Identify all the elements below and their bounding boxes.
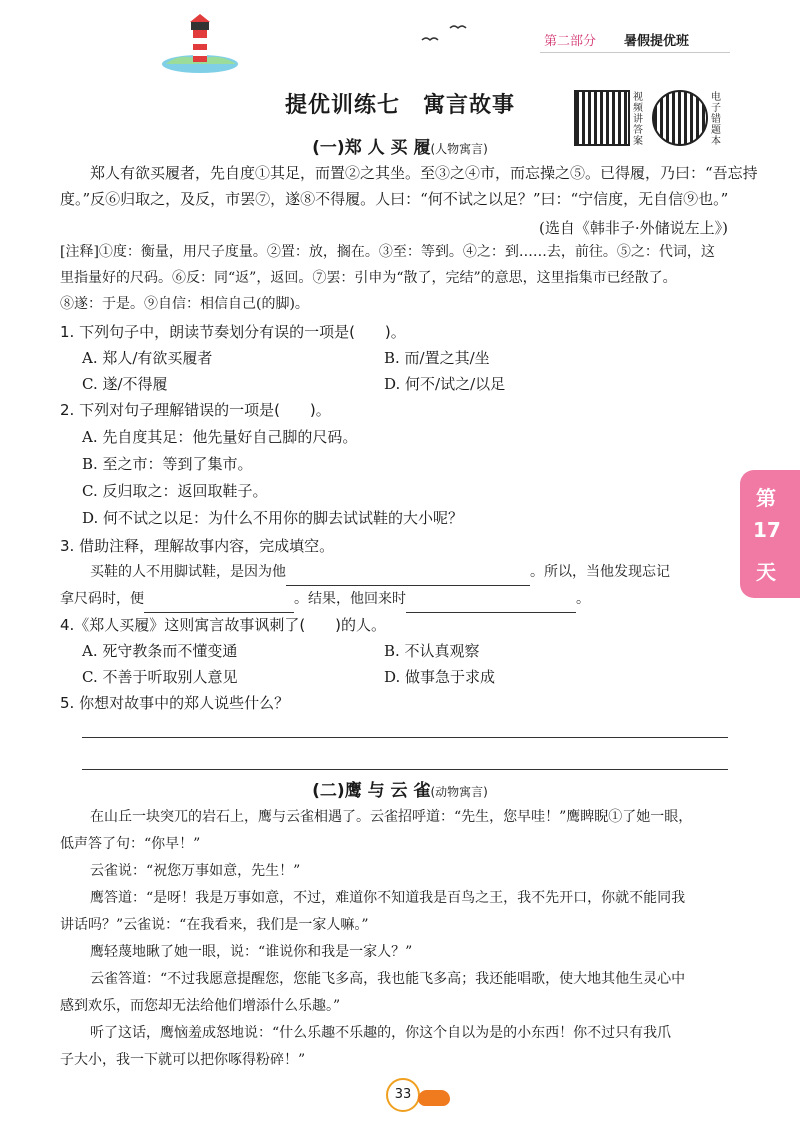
q4-option-d[interactable]: D. 做事急于求成 xyxy=(384,668,496,686)
q3-text-a: 买鞋的人不用脚试鞋，是因为他 xyxy=(90,564,286,580)
passage2-line: 鹰轻蔑地瞅了她一眼，说：“谁说你和我是一家人？” xyxy=(90,944,413,960)
day-tab-number: 17 xyxy=(753,518,781,542)
header-divider xyxy=(540,52,730,53)
passage2-line: 云雀答道：“不过我愿意提醒您，您能飞多高，我也能飞多高；我还能唱歌，使大地其他生灵心中 xyxy=(90,971,686,987)
passage1-line1: 郑人有欲买履者，先自度①其足，而置②之其坐。至③之④市，而忘操之⑤。已得履，乃曰：“吾忘持 xyxy=(90,164,758,182)
q1-option-b[interactable]: B. 而/置之其/坐 xyxy=(384,349,490,367)
q3-blank-3[interactable] xyxy=(406,594,576,613)
passage2-line: 在山丘一块突兀的岩石上，鹰与云雀相遇了。云雀招呼道：“先生，您早哇！”鹰睥睨①了她一眼， xyxy=(90,809,693,825)
q2-option-c[interactable]: C. 反归取之：返回取鞋子。 xyxy=(82,482,268,500)
q3-text-d: 。结果，他回来时 xyxy=(294,591,406,607)
day-tab-char1: 第 xyxy=(756,486,776,510)
note-line1: [注释]①度：衡量，用尺子度量。②置：放，搁在。③至：等到。④之：到……去，前往。⑤之：代词，这 xyxy=(60,244,715,260)
q1-option-a[interactable]: A. 郑人/有欲买履者 xyxy=(82,349,213,367)
section2-heading xyxy=(0,776,800,801)
q1-option-d[interactable]: D. 何不/试之/以足 xyxy=(384,375,506,393)
q4-option-b[interactable]: B. 不认真观察 xyxy=(384,642,480,660)
lighthouse-illustration xyxy=(160,12,240,74)
passage2-line: 云雀说：“祝您万事如意，先生！” xyxy=(90,863,301,879)
passage2-line: 感到欢乐，而您却无法给他们增添什么乐趣。” xyxy=(60,998,341,1014)
section1-title: (一)郑 人 买 履 xyxy=(312,138,431,158)
section2-title: (二)鹰 与 云 雀 xyxy=(312,781,431,801)
section1-heading xyxy=(0,133,800,158)
page-title: 提优训练七 寓言故事 xyxy=(284,93,515,118)
page-number: 33 xyxy=(386,1078,420,1112)
q5-answer-line-2[interactable] xyxy=(82,769,728,770)
note-line3: ⑧遂：于是。⑨自信：相信自己(的脚)。 xyxy=(60,296,309,312)
error-book-qr-label: 电子错题本 xyxy=(711,92,721,147)
q2-option-d[interactable]: D. 何不试之以足：为什么不用你的脚去试试鞋的大小呢？ xyxy=(82,509,464,527)
day-side-tab xyxy=(740,470,800,598)
q2-option-b[interactable]: B. 至之市：等到了集市。 xyxy=(82,455,253,473)
q4-option-c[interactable]: C. 不善于听取别人意见 xyxy=(82,668,238,686)
q3-text-b: 。所以，当他发现忘记 xyxy=(530,564,670,580)
q3-text-e: 。 xyxy=(576,591,590,607)
header-part: 第二部分 xyxy=(544,34,597,49)
submarine-icon xyxy=(418,1090,450,1106)
passage1-source: (选自《韩非子·外储说左上》) xyxy=(539,219,728,237)
passage2-line: 子大小，我一下就可以把你啄得粉碎！” xyxy=(60,1052,306,1068)
q3-blank-1[interactable] xyxy=(286,567,530,586)
q3-stem: 3. 借助注释，理解故事内容，完成填空。 xyxy=(60,537,335,555)
passage2-line: 讲话吗？”云雀说：“在我看来，我们是一家人嘛。” xyxy=(60,917,369,933)
note-line2: 里指量好的尺码。⑥反：同“返”，返回。⑦罢：引申为“散了，完结”的意思，这里指集市已经散了。 xyxy=(60,270,677,286)
q2-option-a[interactable]: A. 先自度其足：他先量好自己脚的尺码。 xyxy=(82,428,358,446)
q4-stem: 4.《郑人买履》这则寓言故事讽刺了( )的人。 xyxy=(60,616,387,634)
birds-icon xyxy=(420,22,470,46)
q3-blank-2[interactable] xyxy=(144,594,294,613)
q5-stem: 5. 你想对故事中的郑人说些什么？ xyxy=(60,694,290,712)
q1-option-c[interactable]: C. 遂/不得履 xyxy=(82,375,168,393)
passage2-line: 低声答了句：“你早！” xyxy=(60,836,201,852)
q3-text-c: 拿尺码时，便 xyxy=(60,591,144,607)
q3-line1 xyxy=(90,559,670,586)
passage1-line2: 度。”反⑥归取之，及反，市罢⑦，遂⑧不得履。人曰：“何不试之以足？”曰：“宁信度，无自信⑨也。” xyxy=(60,190,729,208)
video-answer-qr-label: 视频讲答案 xyxy=(633,92,643,147)
q4-option-a[interactable]: A. 死守教条而不懂变通 xyxy=(82,642,238,660)
section1-genre: (人物寓言) xyxy=(430,142,488,156)
header-class-name: 暑假提优班 xyxy=(624,34,690,49)
passage2-line: 听了这话，鹰恼羞成怒地说：“什么乐趣不乐趣的，你这个自以为是的小东西！你不过只有我爪 xyxy=(90,1025,672,1041)
q2-stem: 2. 下列对句子理解错误的一项是( )。 xyxy=(60,401,331,419)
passage2-line: 鹰答道：“是呀！我是万事如意，不过，难道你不知道我是百鸟之王，我不先开口，你就不能同我 xyxy=(90,890,686,906)
q5-answer-line-1[interactable] xyxy=(82,737,728,738)
q3-line2 xyxy=(60,586,590,613)
day-tab-char2: 天 xyxy=(756,560,776,584)
section2-genre: (动物寓言) xyxy=(430,785,488,799)
q1-stem: 1. 下列句子中，朗读节奏划分有误的一项是( )。 xyxy=(60,323,406,341)
